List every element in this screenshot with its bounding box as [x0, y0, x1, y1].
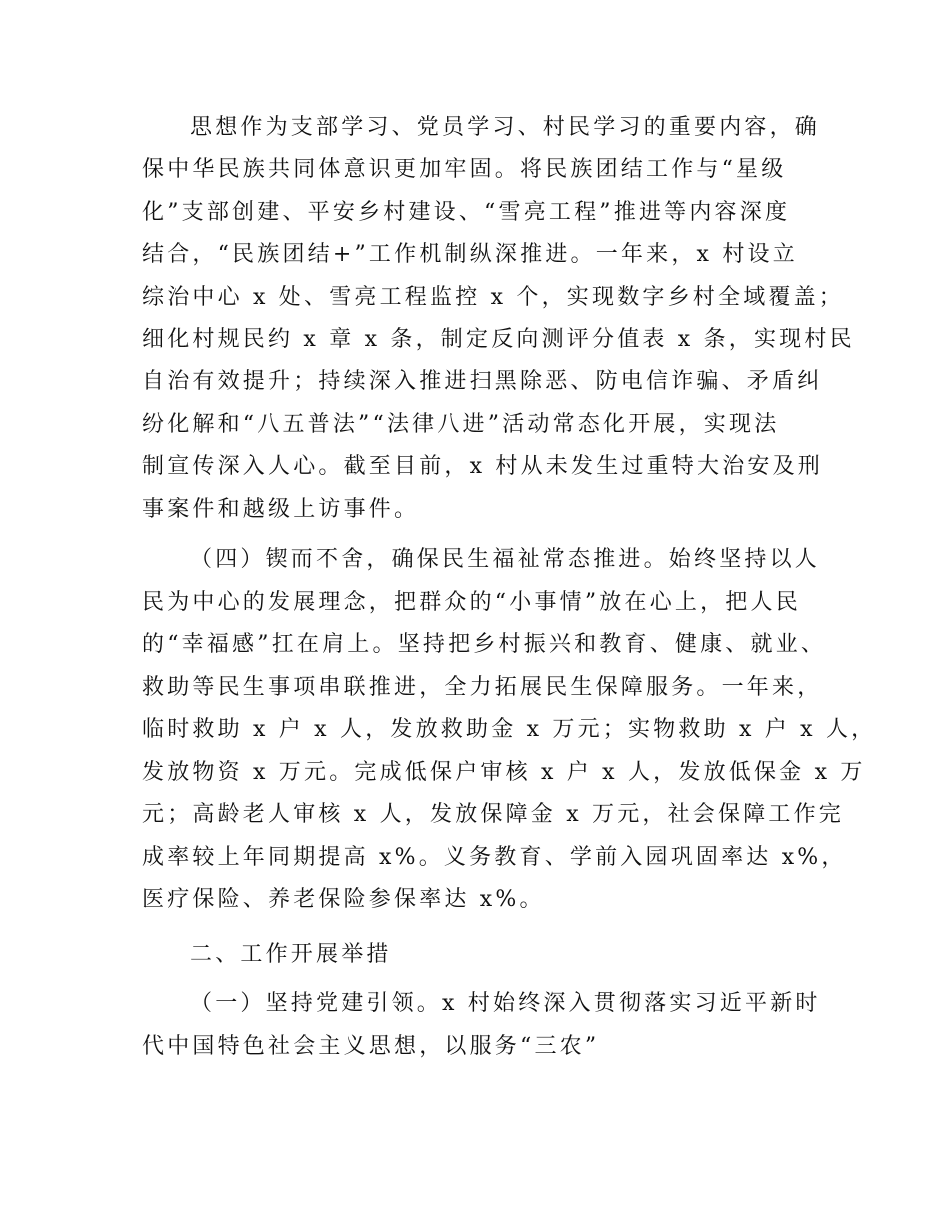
text-line: 医疗保险、养老保险参保率达 x%。	[142, 887, 545, 912]
text-line: 细化村规民约 x 章 x 条，制定反向测评分值表 x 条，实现村民	[142, 327, 855, 352]
text-line: 发放物资 x 万元。完成低保户审核 x 户 x 人，发放低保金 x 万	[142, 760, 866, 785]
text-line: 制宣传深入人心。截至目前，x 村从未发生过重特大治安及刑	[142, 454, 824, 479]
text-line: 事案件和越级上访事件。	[142, 497, 420, 522]
section-title-2: 二、工作开展举措	[190, 942, 392, 967]
text-line: 自治有效提升；持续深入推进扫黑除恶、防电信诈骗、矛盾纠	[142, 369, 823, 394]
text-line: 的“幸福感”扛在肩上。坚持把乡村振兴和教育、健康、就业、	[142, 632, 827, 657]
text-line: 民为中心的发展理念，把群众的“小事情”放在心上，把人民	[142, 590, 801, 615]
text-line: 代中国特色社会主义思想，以服务“三农”	[142, 1034, 600, 1059]
text-line: 临时救助 x 户 x 人，发放救助金 x 万元；实物救助 x 户 x 人，	[142, 717, 877, 742]
text-line: 保中华民族共同体意识更加牢固。将民族团结工作与“星级	[142, 157, 787, 182]
text-line: 结合，“民族团结+”工作机制纵深推进。一年来，x 村设立	[142, 242, 798, 267]
text-line: 成率较上年同期提高 x%。义务教育、学前入园巩固率达 x%，	[142, 845, 847, 870]
text-line: 救助等民生事项串联推进，全力拓展民生保障服务。一年来，	[142, 675, 823, 700]
text-line: 纷化解和“八五普法”“法律八进”活动常态化开展，实现法	[142, 412, 780, 437]
text-line: 元；高龄老人审核 x 人，发放保障金 x 万元，社会保障工作完	[142, 802, 844, 827]
subsection-heading-1: （一）坚持党建引领。x 村始终深入贯彻落实习近平新时	[190, 991, 821, 1016]
text-line: 思想作为支部学习、党员学习、村民学习的重要内容，确	[190, 115, 821, 140]
section-heading-4: （四）锲而不舍，确保民生福祉常态推进。始终坚持以人	[190, 547, 821, 572]
text-line: 综治中心 x 处、雪亮工程监控 x 个，实现数字乡村全域覆盖；	[142, 285, 844, 310]
text-line: 化”支部创建、平安乡村建设、“雪亮工程”推进等内容深度	[142, 200, 791, 225]
